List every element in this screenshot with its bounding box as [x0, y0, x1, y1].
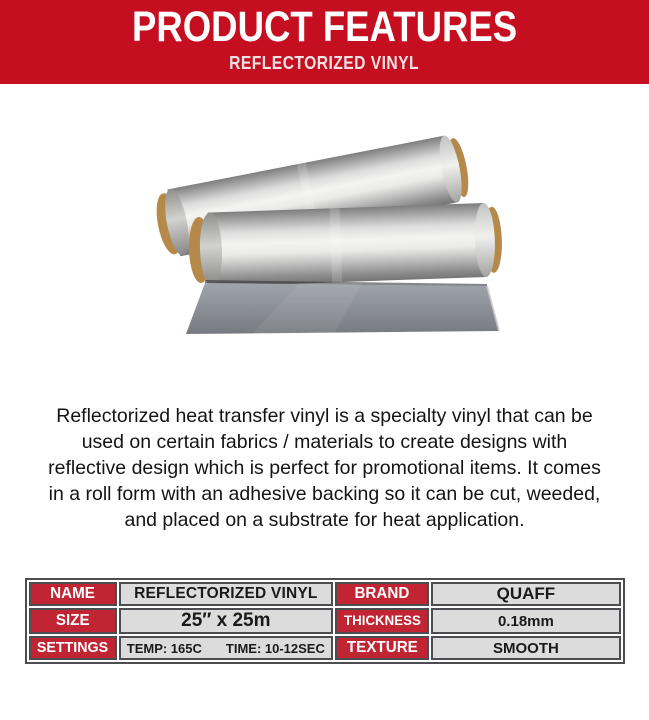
spec-settings-value	[119, 636, 333, 660]
spec-brand-value	[431, 582, 620, 606]
spec-brand-value-text: QUAFF	[496, 584, 556, 603]
spec-table	[25, 578, 625, 664]
product-description	[0, 403, 649, 533]
spec-texture-value	[431, 636, 620, 660]
spec-size-value	[119, 608, 333, 634]
spec-texture-label-text: TEXTURE	[346, 639, 418, 656]
description-line: Reflectorized heat transfer vinyl is a specialty vinyl that can be	[56, 405, 593, 427]
spec-temp-value-text: TEMP: 165C	[126, 640, 202, 656]
spec-brand-label	[335, 582, 430, 606]
page-subtitle: REFLECTORIZED VINYL	[229, 53, 420, 73]
spec-size-value-text: 25″ x 25m	[181, 610, 271, 631]
spec-time-value-text: TIME: 10-12SEC	[225, 640, 325, 656]
spec-name-label	[29, 582, 117, 606]
spec-name-label-text: NAME	[50, 585, 96, 602]
spec-thickness-label	[335, 608, 430, 634]
spec-texture-label	[335, 636, 430, 660]
spec-thickness-label-text: THICKNESS	[343, 612, 421, 628]
spec-brand-label-text: BRAND	[354, 585, 410, 602]
spec-settings-label-text: SETTINGS	[37, 639, 109, 656]
spec-thickness-value	[431, 608, 620, 634]
spec-name-value-text: REFLECTORIZED VINYL	[134, 585, 318, 602]
table-row	[29, 608, 621, 634]
spec-settings-values	[121, 641, 331, 656]
page-title: PRODUCT FEATURES	[131, 3, 518, 51]
spec-texture-value-text: SMOOTH	[492, 639, 559, 657]
spec-name-value	[119, 582, 333, 606]
spec-settings-label	[29, 636, 117, 660]
header-banner	[0, 0, 649, 84]
description-line: used on certain fabrics / materials to create designs with	[81, 431, 568, 453]
description-line: reflective design which is perfect for promotional items. It comes	[48, 457, 601, 479]
table-row	[29, 582, 621, 606]
description-line: in a roll form with an adhesive backing so it can be cut, weeded,	[48, 483, 601, 505]
vinyl-roll-front	[188, 202, 503, 287]
spec-thickness-value-text: 0.18mm	[497, 612, 554, 630]
description-line: and placed on a substrate for heat application.	[124, 509, 525, 531]
spec-size-label	[29, 608, 117, 634]
table-row	[29, 636, 621, 660]
spec-size-label-text: SIZE	[55, 612, 90, 629]
vinyl-rolls-illustration	[0, 84, 649, 403]
product-photo	[0, 84, 649, 403]
roll-body	[208, 203, 486, 287]
